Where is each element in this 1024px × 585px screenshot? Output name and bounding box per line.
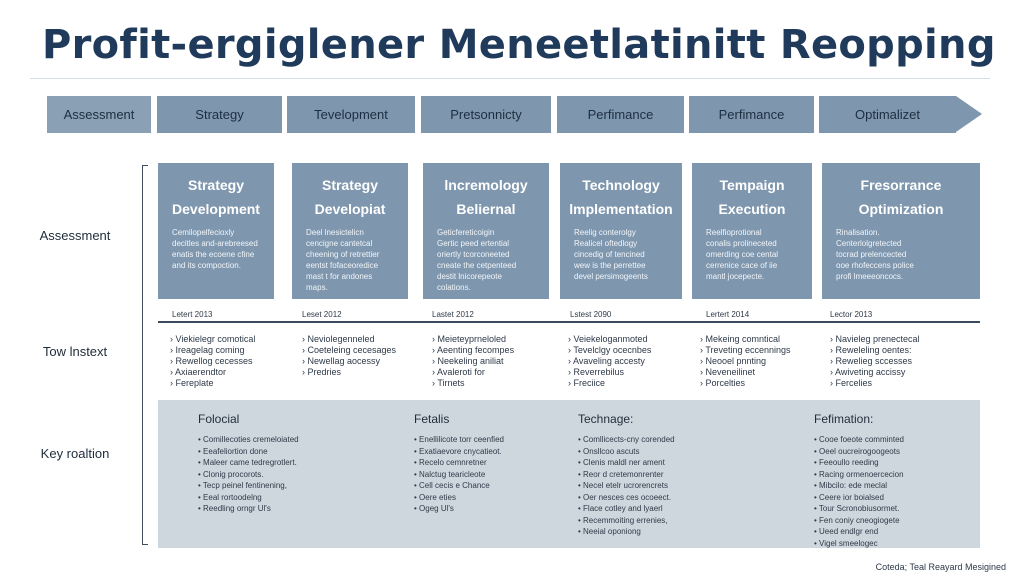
- list-item: • Oeel oucreirogoogeots: [814, 446, 904, 458]
- timeline-divider: [158, 321, 980, 323]
- card-subtitle: Execution: [718, 201, 786, 217]
- list-item: • Ceere ior boialsed: [814, 492, 904, 504]
- card-line: omerding coe cental: [706, 250, 779, 259]
- card-list: [431, 227, 541, 293]
- card-list: [700, 227, 804, 282]
- card-line: and its compoction.: [172, 261, 241, 270]
- timeline-list: [170, 334, 255, 389]
- list-item: › Ireagelag coming: [170, 345, 255, 356]
- card-line: eentst fofaceoredice: [306, 261, 379, 270]
- key-column: [578, 412, 675, 538]
- list-item: › Predries: [302, 367, 396, 378]
- row-label-assessment: Assessment: [39, 228, 111, 243]
- card-subtitle: Development: [172, 201, 260, 217]
- page-title: Profit-ergiglener Meneetlatinitt Reopping: [42, 22, 996, 68]
- card-title: Strategy: [321, 177, 379, 193]
- card-line: destit lnicorepeote: [437, 272, 502, 281]
- title-divider: [30, 78, 990, 79]
- list-item: • Neeial oponiong: [578, 526, 675, 538]
- year-label: Lertert 2014: [706, 310, 750, 319]
- stage-development: Tevelopment: [287, 96, 415, 133]
- year-label: Letert 2013: [172, 310, 213, 319]
- key-column-heading: Technage:: [578, 412, 634, 426]
- key-column-heading: Folocial: [198, 412, 240, 426]
- list-item: › Fereplate: [170, 378, 255, 389]
- list-item: › Neviolegenneled: [302, 334, 396, 345]
- phase-card: [158, 163, 274, 299]
- card-line: colations.: [437, 283, 471, 292]
- card-title: Tempaign: [719, 177, 785, 193]
- list-item: • Maleer came tedregrotlert.: [198, 457, 299, 469]
- card-list: [166, 227, 266, 271]
- list-item: • Ogeg Ul's: [414, 503, 504, 515]
- phase-card: [292, 163, 408, 299]
- list-item: • Recemmoiting errenies,: [578, 515, 675, 527]
- list-item: › Neveneilinet: [700, 367, 791, 378]
- stage-pretsonnicty: Pretsonnicty: [421, 96, 551, 133]
- card-line: oriertly tcorconeeted: [437, 250, 510, 259]
- year-label: Leset 2012: [302, 310, 342, 319]
- key-column: [814, 412, 904, 549]
- stage-perfimance: Perfimance: [689, 96, 814, 133]
- list-item: › Awiveting accissy: [830, 367, 920, 378]
- card-line: conalis prolineceted: [706, 239, 777, 248]
- card-list: [568, 227, 674, 282]
- list-item: › Neekeling aniliat: [432, 356, 514, 367]
- card-line: wew is the perrettee: [574, 261, 646, 270]
- card-list: [300, 227, 400, 293]
- list-item: › Tirnets: [432, 378, 514, 389]
- card-list: [830, 227, 972, 282]
- list-item: • Comllicects-cny corended: [578, 434, 675, 446]
- year-label: Lastet 2012: [432, 310, 474, 319]
- row-label-timeline: Tow lnstext: [42, 344, 108, 359]
- card-line: devel persimogeents: [574, 272, 648, 281]
- list-item: › Veiekeloganmoted: [568, 334, 651, 345]
- card-line: mast t for andones: [306, 272, 373, 281]
- list-item: › Freciice: [568, 378, 651, 389]
- card-line: cencigne cantetcal: [306, 239, 373, 248]
- list-item: › Neooel pnnting: [700, 356, 791, 367]
- list-item: • Reor d cretemonrenter: [578, 469, 675, 481]
- list-item: • Nalctug tearicleote: [414, 469, 504, 481]
- key-list: [198, 434, 299, 515]
- list-item: › Aeenting fecompes: [432, 345, 514, 356]
- list-item: • Recelo cemnretner: [414, 457, 504, 469]
- stage-arrow-icon: [956, 96, 982, 132]
- list-item: › Mekeing comntical: [700, 334, 791, 345]
- list-item: • Feeoullo reeding: [814, 457, 904, 469]
- phase-card: [822, 163, 980, 299]
- timeline-list: [700, 334, 791, 389]
- card-line: Deel lnesictelicn: [306, 228, 364, 237]
- key-column-heading: Fetalis: [414, 412, 450, 426]
- card-title: lncremology: [444, 177, 528, 193]
- card-line: Reelfioprotional: [706, 228, 762, 237]
- list-item: › Rewellog cecesses: [170, 356, 255, 367]
- list-item: › Reweleling oentes:: [830, 345, 920, 356]
- list-item: • Racing ormenoercecion: [814, 469, 904, 481]
- stage-optimization: Optimalizet: [819, 96, 956, 133]
- timeline-list: [302, 334, 396, 378]
- card-line: cneate the cetpenteed: [437, 261, 517, 270]
- list-item: › Tevelclgy ocecnbes: [568, 345, 651, 356]
- key-column: [198, 412, 299, 515]
- card-line: Cemilopelfecioxly: [172, 228, 235, 237]
- list-item: › Coeteleing cecesages: [302, 345, 396, 356]
- list-item: • Eeafeliortion done: [198, 446, 299, 458]
- card-line: Rinalisation.: [836, 228, 880, 237]
- list-item: • Cell cecis e Chance: [414, 480, 504, 492]
- list-item: • Necel etelr ucrorencrets: [578, 480, 675, 492]
- list-item: • Exatiaevore cnycatieot.: [414, 446, 504, 458]
- card-line: Centerlolgretected: [836, 239, 902, 248]
- list-item: › Navieleg prenectecal: [830, 334, 920, 345]
- list-item: • Oere eties: [414, 492, 504, 504]
- card-line: enatis the ecoene cfine: [172, 250, 255, 259]
- list-item: • Cooe foeote comminted: [814, 434, 904, 446]
- card-line: cheening of retrettier: [306, 250, 380, 259]
- list-item: • Mibcilo: ede meclal: [814, 480, 904, 492]
- list-item: › Reverrebilus: [568, 367, 651, 378]
- list-item: • Tour Scronobiusormet.: [814, 503, 904, 515]
- list-item: • Eeal rortoodelng: [198, 492, 299, 504]
- list-item: › Newellag aocessy: [302, 356, 396, 367]
- card-line: mantl jocepecte.: [706, 272, 765, 281]
- card-line: profi lmeeeoncocs.: [836, 272, 904, 281]
- card-subtitle: Optimization: [858, 201, 944, 217]
- row-label-key: Key roaltion: [40, 446, 110, 461]
- card-line: tocrad prelencected: [836, 250, 907, 259]
- year-label: Lstest 2090: [570, 310, 612, 319]
- list-item: • Ueed endlgr end: [814, 526, 904, 538]
- timeline-list: [432, 334, 514, 389]
- card-line: Reelig conterolgy: [574, 228, 636, 237]
- timeline-list: [830, 334, 920, 389]
- list-item: • Comillecoties cremeloiated: [198, 434, 299, 446]
- key-list: [814, 434, 904, 549]
- card-line: maps.: [306, 283, 328, 292]
- list-item: › Porcelties: [700, 378, 791, 389]
- list-item: • Onsllcoo ascuts: [578, 446, 675, 458]
- card-title: Technology: [582, 177, 660, 193]
- key-list: [578, 434, 675, 538]
- stage-strategy: Strategy: [157, 96, 282, 133]
- card-subtitle: Developiat: [314, 201, 386, 217]
- list-item: › Treveting eccennings: [700, 345, 791, 356]
- footer-credit: Coteda; Teal Reayard Mesigined: [875, 562, 1006, 572]
- stage-performance: Perfimance: [557, 96, 684, 133]
- list-item: • Vigel smeelogec: [814, 538, 904, 550]
- list-item: › Avaleroti for: [432, 367, 514, 378]
- key-panel: [158, 400, 980, 548]
- year-label: Lector 2013: [830, 310, 873, 319]
- card-line: Geticfereticoigin: [437, 228, 495, 237]
- list-item: › Viekielegr comotical: [170, 334, 255, 345]
- key-column-heading: Fefimation:: [814, 412, 874, 426]
- timeline-list: [568, 334, 651, 389]
- list-item: › Avaveling accesty: [568, 356, 651, 367]
- card-title: Fresorrance: [860, 177, 942, 193]
- card-line: cerrenice cace of iie: [706, 261, 778, 270]
- list-item: › Fercelies: [830, 378, 920, 389]
- card-line: ooe rhofeccens police: [836, 261, 914, 270]
- phase-card: [692, 163, 812, 299]
- list-item: • Tecp peinel fentinening,: [198, 480, 299, 492]
- list-item: • Reedling orngr Ul's: [198, 503, 299, 515]
- row-bracket: [142, 165, 148, 545]
- card-subtitle: Beliernal: [456, 201, 516, 217]
- list-item: • Flace cotley and lyaerl: [578, 503, 675, 515]
- list-item: • Fen coniy cneogiogete: [814, 515, 904, 527]
- card-line: Gertic peed ertential: [437, 239, 510, 248]
- list-item: › Meieteyprneloled: [432, 334, 514, 345]
- list-item: • Clenis maldl ner ament: [578, 457, 675, 469]
- stage-assessment: Assessment: [47, 96, 151, 133]
- key-column: [414, 412, 504, 515]
- list-item: › Rewelieg sccesses: [830, 356, 920, 367]
- key-list: [414, 434, 504, 515]
- card-subtitle: lmplementation: [569, 201, 673, 217]
- card-line: cincedig of tencined: [574, 250, 645, 259]
- list-item: • Oer nesces ces ocoeect.: [578, 492, 675, 504]
- phase-card: [423, 163, 549, 299]
- list-item: › Axiaerendtor: [170, 367, 255, 378]
- card-line: Realicel oftedlogy: [574, 239, 638, 248]
- phase-card: [560, 163, 682, 299]
- card-title: Strategy: [187, 177, 245, 193]
- card-line: decitles and-arebreesed: [172, 239, 258, 248]
- list-item: • Enellilicote torr ceenfied: [414, 434, 504, 446]
- list-item: • Clonig procorots.: [198, 469, 299, 481]
